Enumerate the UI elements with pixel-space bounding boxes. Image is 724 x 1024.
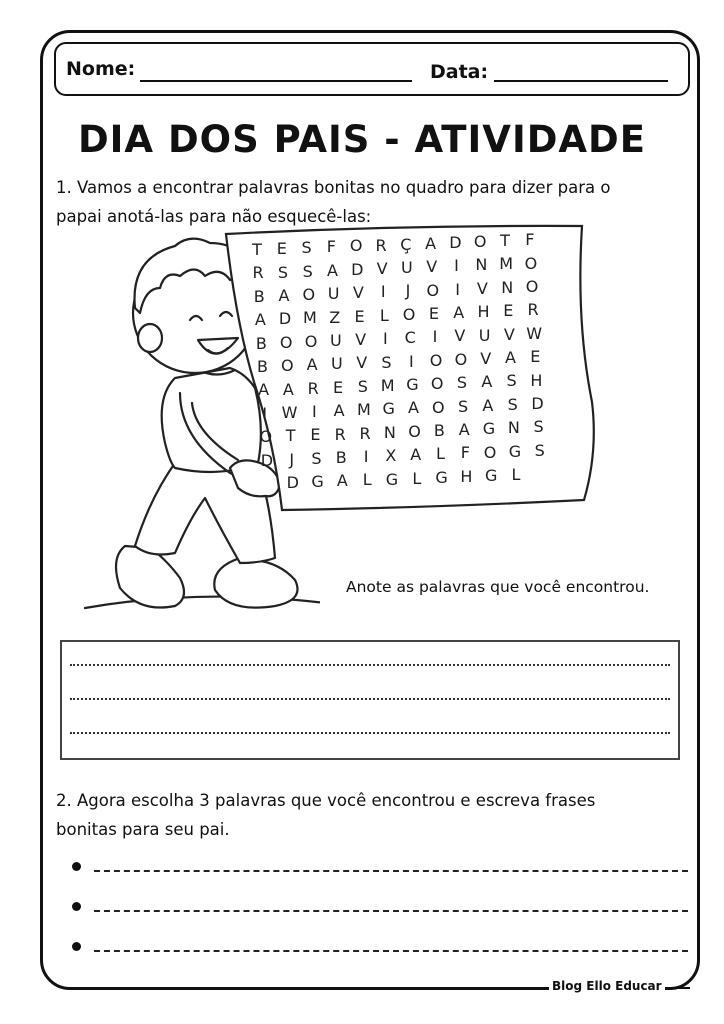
grid-letter: L: [436, 444, 445, 464]
grid-letter: R: [307, 378, 319, 398]
answer-line[interactable]: [70, 664, 670, 666]
grid-letter: U: [331, 354, 343, 374]
grid-letter: F: [460, 443, 470, 463]
sentence-line-1[interactable]: [94, 870, 688, 872]
grid-letter: B: [257, 357, 268, 376]
grid-letter: D: [260, 450, 274, 470]
grid-letter: R: [375, 235, 387, 255]
grid-letter: A: [408, 398, 419, 418]
grid-letter: J: [405, 281, 411, 301]
grid-letter: G: [484, 465, 498, 485]
grid-letter: I: [454, 256, 459, 276]
grid-letter: A: [333, 401, 345, 421]
grid-letter: L: [379, 305, 389, 325]
grid-letter: V: [376, 258, 388, 278]
grid-letter: E: [428, 303, 439, 323]
answer-box[interactable]: [60, 640, 680, 760]
grid-letter: O: [349, 236, 363, 256]
grid-letter: X: [385, 446, 397, 466]
grid-letter: G: [406, 375, 419, 394]
grid-letter: V: [426, 257, 438, 277]
grid-letter: S: [507, 394, 518, 414]
sentence-line-2[interactable]: [94, 910, 688, 912]
question-1-line-1: 1. Vamos a encontrar palavras bonitas no quadro para dizer para o: [56, 178, 611, 197]
grid-letter: S: [311, 448, 322, 468]
grid-letter: A: [482, 395, 494, 415]
grid-letter: O: [473, 231, 487, 251]
grid-letter: U: [327, 284, 340, 304]
grid-letter: I: [380, 282, 386, 302]
sentence-line-3[interactable]: [94, 950, 688, 952]
grid-letter: S: [456, 373, 468, 393]
grid-letter: O: [426, 280, 440, 300]
grid-letter: A: [282, 379, 294, 399]
footer-credit: Blog Ello Educar: [549, 979, 665, 993]
grid-letter: A: [410, 445, 422, 465]
grid-letter: L: [362, 470, 372, 490]
grid-letter: D: [286, 473, 299, 493]
grid-letter: S: [533, 417, 544, 437]
grid-letter: U: [401, 258, 413, 277]
grid-letter: B: [255, 333, 267, 353]
grid-letter: V: [356, 353, 368, 373]
grid-letter: R: [359, 423, 371, 443]
grid-letter: A: [453, 303, 465, 322]
grid-letter: E: [354, 306, 365, 326]
bullet-icon: [72, 902, 81, 911]
answer-line[interactable]: [70, 732, 670, 734]
grid-letter: L: [511, 465, 521, 484]
grid-letter: H: [460, 466, 473, 486]
grid-letter: S: [381, 352, 392, 372]
bullet-icon: [72, 862, 81, 871]
grid-letter: R: [252, 263, 264, 283]
grid-letter: N: [507, 418, 520, 438]
footer-divider: [668, 987, 690, 989]
grid-letter: G: [435, 467, 448, 487]
page-title: DIA DOS PAIS - ATIVIDADE: [77, 118, 647, 161]
grid-letter: S: [302, 261, 313, 281]
grid-letter: O: [281, 356, 294, 376]
date-label: Data:: [430, 61, 489, 83]
grid-letter: G: [482, 419, 496, 439]
grid-letter: M: [356, 400, 371, 420]
grid-letter: S: [506, 371, 517, 391]
grid-letter: D: [351, 259, 364, 279]
grid-letter: O: [402, 304, 416, 324]
grid-letter: I: [432, 327, 438, 347]
question-2-line-1: 2. Agora escolha 3 palavras que você encontrou e escreva frases: [56, 791, 596, 810]
grid-letter: I: [383, 329, 388, 349]
grid-letter: E: [276, 239, 287, 259]
grid-letter: N: [475, 255, 488, 275]
grid-letter: T: [252, 240, 262, 259]
grid-letter: U: [329, 330, 342, 350]
question-2-line-2: bonitas para seu pai.: [56, 820, 230, 839]
grid-letter: I: [363, 447, 369, 466]
grid-letter: V: [355, 330, 367, 349]
grid-letter: V: [454, 326, 466, 346]
grid-letter: W: [281, 402, 298, 422]
grid-letter: R: [334, 424, 346, 444]
grid-letter: E: [503, 301, 514, 321]
grid-letter: S: [534, 440, 545, 460]
grid-letter: S: [357, 376, 368, 396]
grid-letter: O: [302, 285, 316, 304]
grid-letter: E: [332, 377, 344, 397]
grid-letter: I: [262, 403, 268, 423]
grid-letter: G: [385, 469, 399, 489]
date-line[interactable]: [494, 80, 668, 82]
grid-letter: F: [525, 230, 535, 250]
grid-letter: H: [477, 302, 490, 322]
answer-line[interactable]: [70, 698, 670, 700]
grid-letter: J: [289, 449, 295, 469]
grid-letter: O: [408, 421, 421, 441]
header-box: [54, 42, 690, 96]
footer-divider: [540, 987, 546, 989]
note-text: Anote as palavras que você encontrou.: [346, 578, 650, 596]
grid-letter: V: [480, 348, 492, 368]
grid-letter: O: [430, 374, 444, 394]
grid-letter: N: [501, 277, 514, 297]
grid-letter: E: [310, 425, 321, 445]
grid-letter: D: [278, 309, 292, 329]
grid-letter: Ç: [400, 234, 412, 254]
grid-letter: A: [258, 380, 270, 400]
grid-letter: A: [306, 355, 318, 375]
grid-letter: O: [279, 332, 293, 352]
grid-letter: F: [326, 237, 336, 257]
grid-letter: A: [458, 420, 470, 439]
grid-letter: O: [259, 427, 273, 447]
grid-letter: A: [254, 310, 266, 330]
grid-letter: A: [425, 233, 437, 253]
grid-letter: D: [531, 393, 544, 413]
grid-letter: M: [499, 254, 513, 274]
grid-letter: O: [429, 350, 443, 370]
grid-letter: E: [530, 347, 541, 367]
question-1-line-2: papai anotá-las para não esquecê-las:: [56, 207, 372, 226]
grid-letter: O: [454, 349, 468, 369]
grid-letter: B: [253, 286, 265, 306]
grid-letter: I: [455, 279, 460, 299]
name-label: Nome:: [66, 58, 136, 80]
grid-letter: S: [277, 262, 288, 282]
grid-letter: O: [524, 253, 538, 273]
grid-letter: O: [304, 331, 318, 351]
grid-letter: U: [478, 325, 491, 345]
grid-letter: G: [382, 399, 395, 419]
grid-letter: N: [383, 422, 396, 442]
grid-letter: G: [311, 472, 324, 492]
bullet-icon: [72, 942, 81, 951]
grid-letter: B: [433, 420, 445, 440]
grid-letter: O: [432, 397, 445, 417]
grid-letter: G: [508, 441, 522, 461]
grid-letter: I: [311, 402, 317, 421]
grid-letter: I: [408, 351, 414, 371]
grid-letter: O: [483, 442, 497, 462]
grid-letter: A: [505, 348, 516, 367]
grid-letter: Z: [329, 307, 341, 327]
grid-letter: S: [458, 396, 469, 416]
grid-letter: T: [285, 426, 296, 446]
question-2: [56, 786, 676, 844]
grid-letter: A: [278, 285, 290, 305]
grid-letter: V: [503, 324, 515, 344]
grid-letter: T: [500, 231, 510, 250]
grid-letter: D: [449, 232, 462, 252]
grid-letter: M: [380, 375, 395, 395]
grid-letter: C: [404, 328, 416, 348]
grid-letter: W: [526, 323, 543, 343]
name-line[interactable]: [140, 80, 412, 82]
grid-letter: M: [302, 308, 317, 328]
grid-letter: L: [412, 468, 422, 488]
grid-letter: A: [336, 471, 348, 491]
grid-letter: V: [476, 278, 488, 298]
grid-letter: A: [327, 260, 338, 280]
grid-letter: B: [335, 447, 347, 467]
grid-letter: V: [352, 283, 364, 303]
grid-letter: A: [481, 372, 493, 392]
grid-letter: R: [527, 300, 539, 320]
grid-letter: S: [301, 238, 312, 258]
grid-letter: O: [525, 276, 539, 296]
grid-letter: H: [530, 370, 543, 390]
